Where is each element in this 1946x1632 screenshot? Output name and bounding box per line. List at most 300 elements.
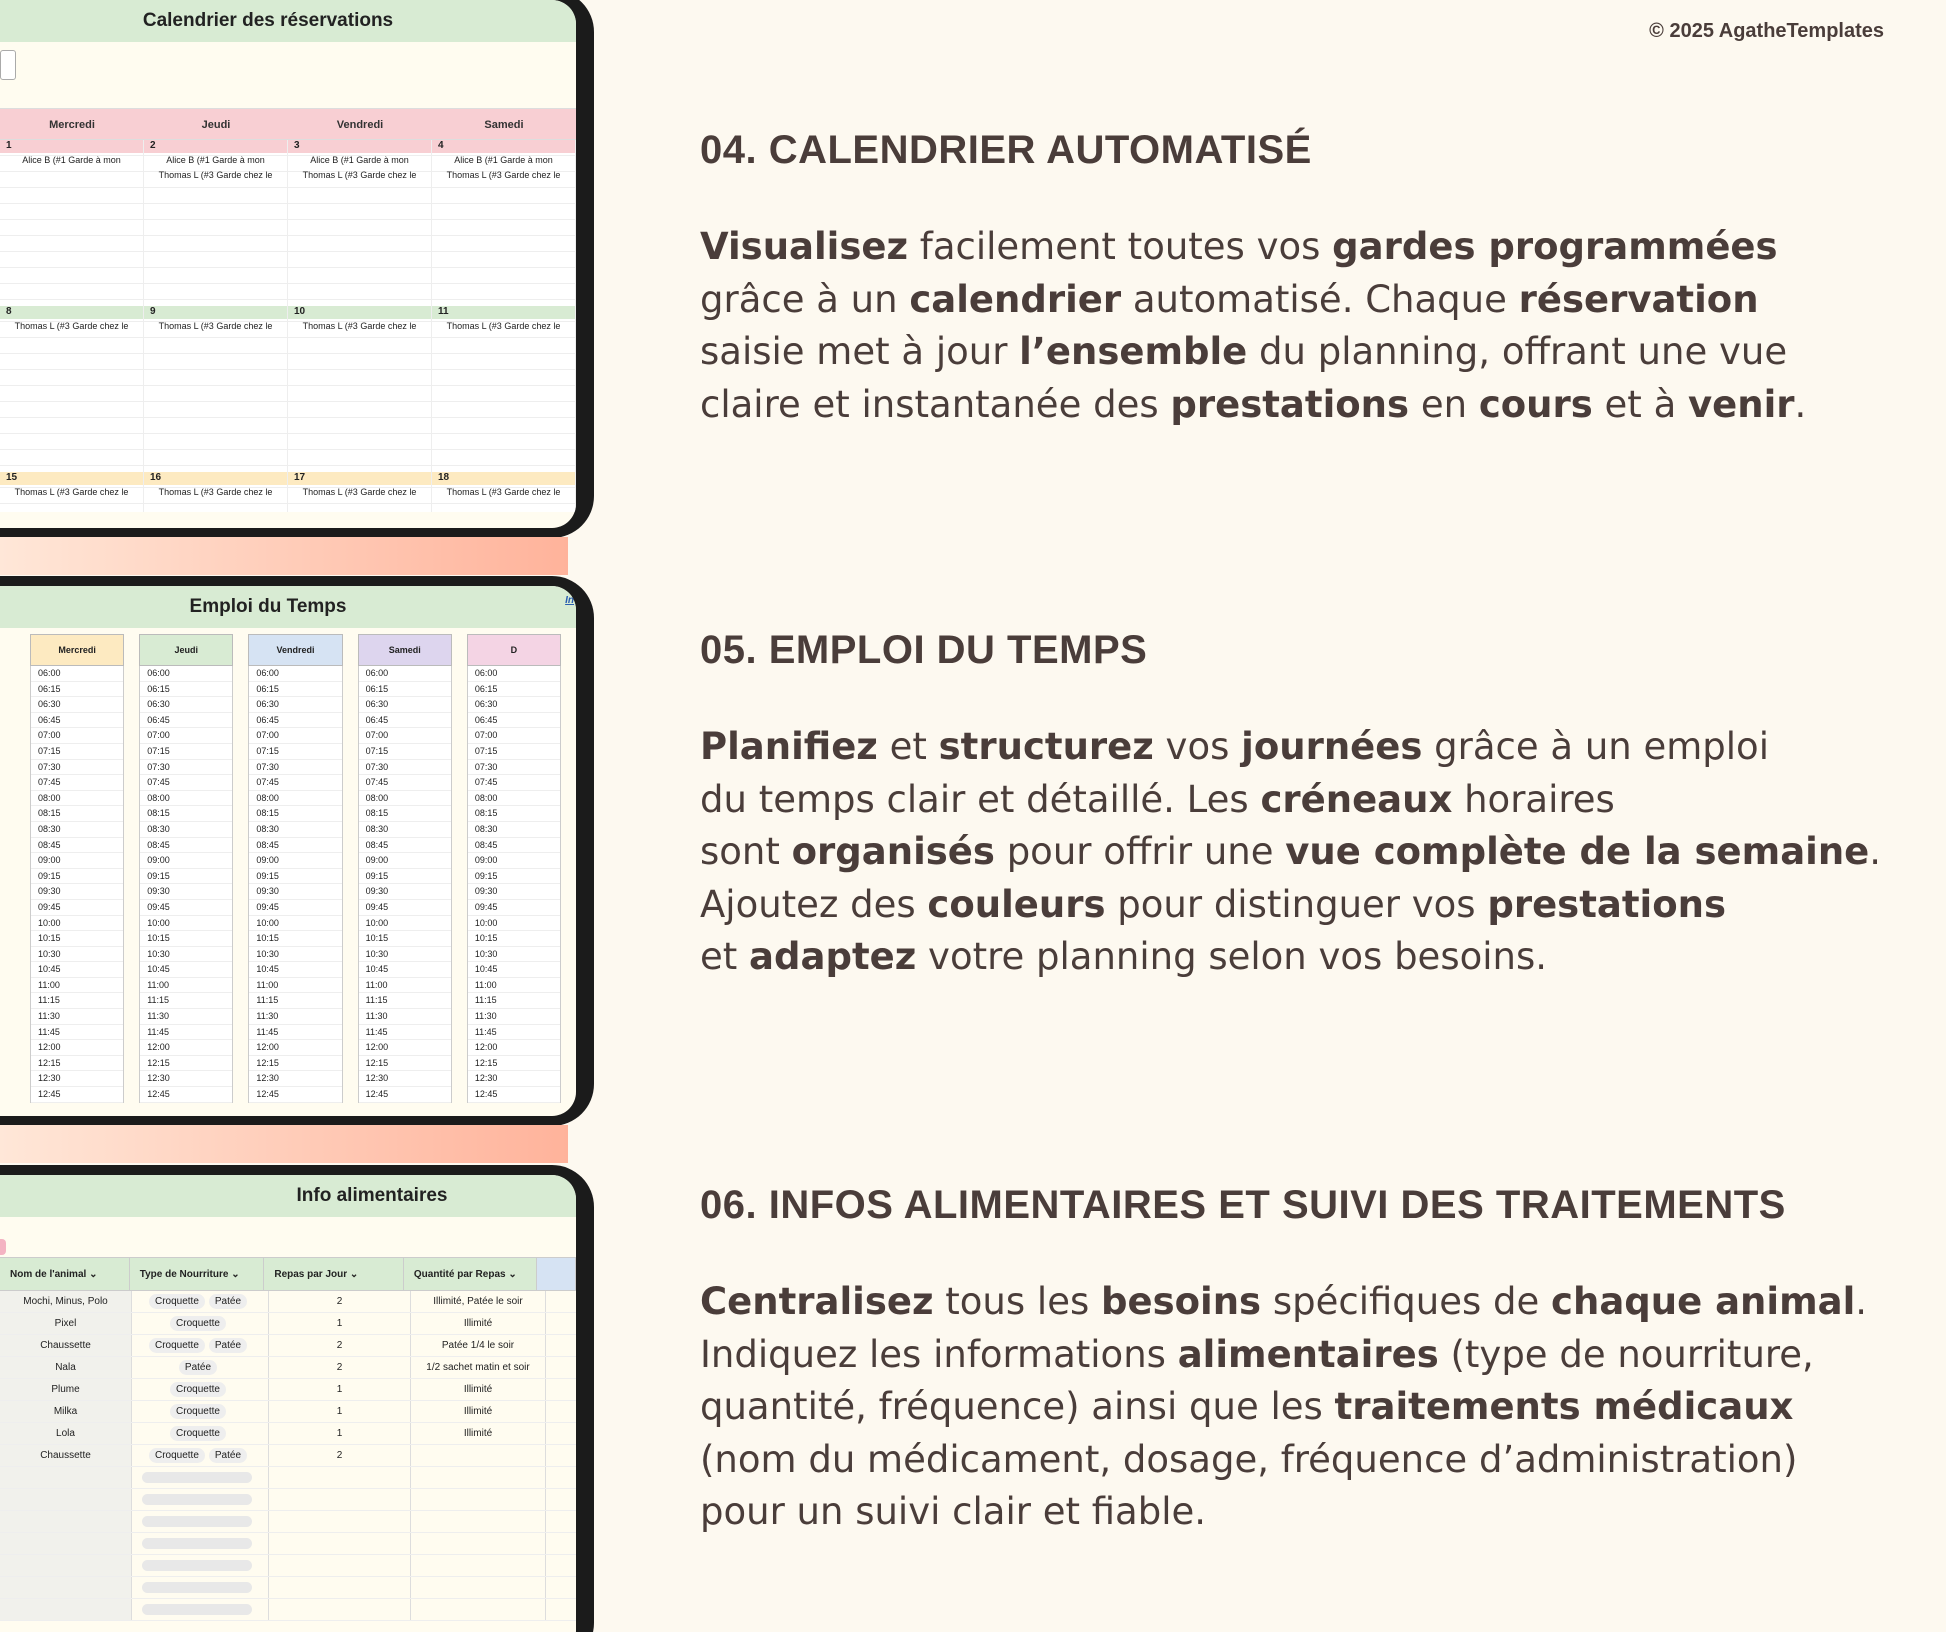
calendar-event[interactable]: Alice B (#1 Garde à mon xyxy=(310,155,409,165)
food-type-cell[interactable] xyxy=(132,1423,269,1444)
schedule-time-slot[interactable]: 09:00 xyxy=(249,853,341,869)
calendar-event[interactable]: Thomas L (#3 Garde chez le xyxy=(446,321,561,331)
text-segment: sont xyxy=(700,830,792,873)
schedule-title xyxy=(0,586,576,628)
schedule-time-slot[interactable]: 10:15 xyxy=(140,931,232,947)
text-segment: organisés xyxy=(791,830,995,873)
quantity-per-meal: Illimité, Patée le soir xyxy=(411,1291,546,1312)
calendar-event[interactable]: Thomas L (#3 Garde chez le xyxy=(158,170,273,180)
schedule-time-slot[interactable]: 09:00 xyxy=(359,853,451,869)
calendar-event[interactable]: Thomas L (#3 Garde chez le xyxy=(446,170,561,180)
food-type-dropdown[interactable] xyxy=(132,1489,269,1510)
separator-band-1 xyxy=(0,537,568,575)
schedule-time-slot[interactable]: 09:30 xyxy=(249,884,341,900)
schedule-time-slot[interactable]: 12:00 xyxy=(140,1040,232,1056)
calendar-day-number: 2 xyxy=(144,140,287,153)
schedule-time-slot[interactable]: 11:00 xyxy=(31,978,123,994)
schedule-grid xyxy=(0,634,576,1103)
schedule-time-slot[interactable]: 10:15 xyxy=(359,931,451,947)
schedule-time-slot[interactable]: 06:30 xyxy=(140,697,232,713)
schedule-time-slot[interactable]: 10:30 xyxy=(31,947,123,963)
dropdown-pill[interactable] xyxy=(142,1516,252,1527)
schedule-time-slot[interactable]: 06:15 xyxy=(359,682,451,698)
calendar-day-cell[interactable] xyxy=(432,472,576,512)
calendar-day-cell[interactable] xyxy=(144,140,288,306)
schedule-time-slot[interactable]: 11:45 xyxy=(249,1025,341,1041)
schedule-time-slot[interactable]: 12:45 xyxy=(359,1087,451,1103)
schedule-time-slot[interactable]: 12:15 xyxy=(249,1056,341,1072)
schedule-day-column xyxy=(139,666,233,1103)
schedule-time-slot[interactable]: 09:30 xyxy=(31,884,123,900)
schedule-time-slot[interactable]: 06:15 xyxy=(31,682,123,698)
calendar-event[interactable]: Thomas L (#3 Garde chez le xyxy=(14,321,129,331)
calendar-day-number: 9 xyxy=(144,306,287,319)
calendar-day-number: 8 xyxy=(0,306,143,319)
schedule-time-slot[interactable]: 12:15 xyxy=(359,1056,451,1072)
schedule-time-slot[interactable]: 09:15 xyxy=(249,869,341,885)
schedule-time-slot[interactable]: 11:45 xyxy=(140,1025,232,1041)
schedule-time-slot[interactable]: 08:30 xyxy=(359,822,451,838)
schedule-time-slot[interactable]: 11:15 xyxy=(359,993,451,1009)
schedule-time-slot[interactable]: 08:15 xyxy=(468,806,560,822)
quantity-per-meal xyxy=(411,1489,546,1510)
schedule-time-slot[interactable]: 06:45 xyxy=(140,713,232,729)
schedule-time-slot[interactable]: 11:30 xyxy=(249,1009,341,1025)
schedule-time-slot[interactable]: 11:30 xyxy=(468,1009,560,1025)
text-segment: facilement toutes vos xyxy=(908,225,1333,268)
calendar-event[interactable]: Alice B (#1 Garde à mon xyxy=(166,155,265,165)
schedule-time-slot[interactable]: 09:30 xyxy=(359,884,451,900)
quantity-per-meal xyxy=(411,1533,546,1554)
food-type-cell[interactable] xyxy=(132,1445,269,1466)
calendar-event[interactable]: Thomas L (#3 Garde chez le xyxy=(302,487,417,497)
schedule-time-slot[interactable]: 09:15 xyxy=(140,869,232,885)
text-line xyxy=(700,774,1900,827)
food-table-row[interactable] xyxy=(0,1357,576,1379)
schedule-time-slot[interactable]: 07:30 xyxy=(140,760,232,776)
schedule-time-slot[interactable]: 08:15 xyxy=(31,806,123,822)
quantity-per-meal: Illimité xyxy=(411,1313,546,1334)
schedule-time-slot[interactable]: 11:45 xyxy=(31,1025,123,1041)
schedule-time-slot[interactable]: 09:30 xyxy=(468,884,560,900)
schedule-time-slot[interactable]: 10:45 xyxy=(140,962,232,978)
schedule-time-slot[interactable]: 06:30 xyxy=(468,697,560,713)
food-table-row-empty[interactable] xyxy=(0,1599,576,1621)
schedule-time-slot[interactable]: 12:00 xyxy=(359,1040,451,1056)
schedule-time-slot[interactable]: 10:15 xyxy=(249,931,341,947)
food-column-header[interactable]: Repas par Jour ⌄ xyxy=(264,1258,404,1290)
text-segment: pour distinguer vos xyxy=(1105,882,1488,926)
schedule-time-slot[interactable]: 11:00 xyxy=(468,978,560,994)
schedule-time-slot[interactable]: 10:30 xyxy=(359,947,451,963)
food-table-row[interactable] xyxy=(0,1445,576,1467)
schedule-time-slot[interactable]: 08:45 xyxy=(249,838,341,854)
schedule-time-slot[interactable]: 12:45 xyxy=(468,1087,560,1103)
text-line xyxy=(700,1381,1900,1434)
food-column-header[interactable]: Nom de l'animal ⌄ xyxy=(0,1258,130,1290)
calendar-day-number: 17 xyxy=(288,472,431,485)
text-segment: venir xyxy=(1688,382,1795,426)
schedule-time-slot[interactable]: 09:30 xyxy=(140,884,232,900)
food-tab-marker[interactable] xyxy=(0,1239,6,1255)
schedule-time-slot[interactable]: 07:30 xyxy=(31,760,123,776)
meals-per-day xyxy=(269,1467,411,1488)
schedule-time-slot[interactable]: 09:00 xyxy=(31,853,123,869)
schedule-time-slot[interactable]: 12:45 xyxy=(249,1087,341,1103)
schedule-time-slot[interactable]: 08:15 xyxy=(249,806,341,822)
section-title: 05. EMPLOI DU TEMPS xyxy=(700,628,1148,672)
dropdown-pill[interactable] xyxy=(142,1560,252,1571)
text-segment: quantité, fréquence) ainsi que les xyxy=(700,1385,1335,1428)
schedule-time-slot[interactable]: 08:15 xyxy=(140,806,232,822)
calendar-day-label: Vendredi xyxy=(336,119,384,131)
calendar-day-number: 11 xyxy=(432,306,575,319)
schedule-screen xyxy=(0,586,576,1116)
food-type-cell[interactable] xyxy=(132,1335,269,1356)
food-type-cell[interactable] xyxy=(132,1379,269,1400)
text-segment: Indiquez les informations xyxy=(700,1332,1178,1376)
schedule-time-slot[interactable]: 06:15 xyxy=(468,682,560,698)
calendar-weeks xyxy=(0,140,576,512)
text-segment: (type de nourriture, xyxy=(1438,1332,1814,1376)
schedule-time-slot[interactable]: 07:30 xyxy=(468,760,560,776)
food-type-chip: Croquette xyxy=(170,1404,226,1419)
schedule-time-slot[interactable]: 10:30 xyxy=(140,947,232,963)
schedule-time-slot[interactable]: 11:15 xyxy=(31,993,123,1009)
schedule-time-slot[interactable]: 11:00 xyxy=(359,978,451,994)
text-segment: gardes programmées xyxy=(1332,225,1778,268)
schedule-time-slot[interactable]: 06:45 xyxy=(359,713,451,729)
schedule-time-slot[interactable]: 12:30 xyxy=(249,1071,341,1087)
text-segment: du temps clair et détaillé. Les xyxy=(700,777,1261,821)
animal-name: Lola xyxy=(0,1423,132,1444)
dropdown-pill[interactable] xyxy=(142,1472,252,1483)
food-table-row-empty[interactable] xyxy=(0,1577,576,1599)
food-type-dropdown[interactable] xyxy=(132,1577,269,1598)
text-line xyxy=(700,1276,1900,1329)
schedule-time-slot[interactable]: 09:45 xyxy=(359,900,451,916)
schedule-time-slot[interactable]: 08:45 xyxy=(140,838,232,854)
quantity-per-meal xyxy=(411,1467,546,1488)
food-type-cell[interactable] xyxy=(132,1357,269,1378)
schedule-time-slot[interactable]: 12:00 xyxy=(249,1040,341,1056)
schedule-time-slot[interactable]: 07:45 xyxy=(31,775,123,791)
text-segment: prestations xyxy=(1170,382,1410,426)
schedule-time-slot[interactable]: 10:00 xyxy=(249,916,341,932)
calendar-day-cell[interactable] xyxy=(288,472,432,512)
schedule-time-slot[interactable]: 08:15 xyxy=(359,806,451,822)
schedule-time-slot[interactable]: 11:45 xyxy=(359,1025,451,1041)
calendar-day-label: Mercredi xyxy=(49,119,95,131)
schedule-time-slot[interactable]: 06:00 xyxy=(468,666,560,682)
food-table-row[interactable] xyxy=(0,1379,576,1401)
schedule-time-slot[interactable]: 08:45 xyxy=(468,838,560,854)
calendar-day-cell[interactable] xyxy=(0,306,144,472)
food-type-cell[interactable] xyxy=(132,1401,269,1422)
schedule-time-slot[interactable]: 11:00 xyxy=(249,978,341,994)
schedule-time-slot[interactable]: 08:00 xyxy=(468,791,560,807)
calendar-event[interactable]: Thomas L (#3 Garde chez le xyxy=(158,321,273,331)
food-type-chip: Patée xyxy=(209,1338,247,1353)
schedule-time-slot[interactable]: 06:45 xyxy=(249,713,341,729)
schedule-time-slot[interactable]: 07:15 xyxy=(31,744,123,760)
schedule-time-slot[interactable]: 07:45 xyxy=(249,775,341,791)
schedule-time-slot[interactable]: 10:00 xyxy=(468,916,560,932)
schedule-time-slot[interactable]: 09:45 xyxy=(31,900,123,916)
food-type-dropdown[interactable] xyxy=(132,1467,269,1488)
food-type-chip: Croquette xyxy=(170,1316,226,1331)
schedule-time-slot[interactable]: 11:15 xyxy=(468,993,560,1009)
schedule-time-slot[interactable]: 08:30 xyxy=(249,822,341,838)
animal-name xyxy=(0,1533,132,1554)
food-table-row-empty[interactable] xyxy=(0,1467,576,1489)
schedule-time-slot[interactable]: 09:45 xyxy=(249,900,341,916)
schedule-time-slot[interactable]: 06:30 xyxy=(31,697,123,713)
calendar-event[interactable]: Alice B (#1 Garde à mon xyxy=(22,155,121,165)
schedule-time-slot[interactable]: 06:15 xyxy=(249,682,341,698)
schedule-time-slot[interactable]: 12:30 xyxy=(359,1071,451,1087)
text-line xyxy=(700,879,1900,932)
text-line xyxy=(700,1434,1900,1487)
food-table-row[interactable] xyxy=(0,1423,576,1445)
dropdown-pill[interactable] xyxy=(142,1582,252,1593)
dropdown-pill[interactable] xyxy=(142,1604,252,1615)
schedule-time-slot[interactable]: 12:15 xyxy=(468,1056,560,1072)
schedule-time-slot[interactable]: 07:45 xyxy=(468,775,560,791)
food-table-row[interactable] xyxy=(0,1313,576,1335)
calendar-event[interactable]: Thomas L (#3 Garde chez le xyxy=(302,170,417,180)
dropdown-pill[interactable] xyxy=(142,1494,252,1505)
schedule-time-slot[interactable]: 07:00 xyxy=(31,728,123,744)
text-segment: calendrier xyxy=(909,277,1122,321)
schedule-time-slot[interactable]: 10:45 xyxy=(249,962,341,978)
schedule-day-label: Samedi xyxy=(358,634,452,666)
text-line xyxy=(700,931,1900,984)
calendar-day-label: Jeudi xyxy=(201,119,231,131)
schedule-time-slot[interactable]: 12:30 xyxy=(31,1071,123,1087)
text-segment: automatisé. Chaque xyxy=(1121,277,1519,321)
schedule-time-slot[interactable]: 12:15 xyxy=(140,1056,232,1072)
text-segment: . xyxy=(1869,830,1882,873)
calendar-event[interactable]: Thomas L (#3 Garde chez le xyxy=(14,487,129,497)
schedule-time-slot[interactable]: 07:15 xyxy=(140,744,232,760)
schedule-time-slot[interactable]: 11:15 xyxy=(249,993,341,1009)
food-table-row-empty[interactable] xyxy=(0,1511,576,1533)
animal-name: Plume xyxy=(0,1379,132,1400)
schedule-time-slot[interactable]: 08:00 xyxy=(359,791,451,807)
calendar-day-cell[interactable] xyxy=(144,472,288,512)
schedule-time-slot[interactable]: 07:15 xyxy=(249,744,341,760)
section-body xyxy=(700,221,1900,431)
schedule-time-slot[interactable]: 10:45 xyxy=(359,962,451,978)
calendar-day-cell[interactable] xyxy=(0,472,144,512)
schedule-time-slot[interactable]: 11:15 xyxy=(140,993,232,1009)
schedule-time-slot[interactable]: 11:30 xyxy=(140,1009,232,1025)
schedule-day-label: Jeudi xyxy=(139,634,233,666)
schedule-time-slot[interactable]: 06:30 xyxy=(359,697,451,713)
schedule-time-slot[interactable]: 08:00 xyxy=(31,791,123,807)
schedule-time-slot[interactable]: 12:45 xyxy=(31,1087,123,1103)
schedule-time-slot[interactable]: 08:30 xyxy=(140,822,232,838)
section-food xyxy=(700,1183,1900,1539)
schedule-time-slot[interactable]: 06:00 xyxy=(359,666,451,682)
food-type-dropdown[interactable] xyxy=(132,1555,269,1576)
schedule-time-slot[interactable]: 08:00 xyxy=(249,791,341,807)
text-segment: couleurs xyxy=(927,882,1106,926)
animal-name xyxy=(0,1511,132,1532)
calendar-event[interactable]: Thomas L (#3 Garde chez le xyxy=(446,487,561,497)
text-segment: chaque animal xyxy=(1551,1280,1856,1323)
animal-name xyxy=(0,1555,132,1576)
calendar-event[interactable]: Alice B (#1 Garde à mon xyxy=(454,155,553,165)
schedule-link[interactable]: In xyxy=(565,595,574,606)
food-table-row[interactable] xyxy=(0,1401,576,1423)
schedule-time-slot[interactable]: 08:45 xyxy=(359,838,451,854)
schedule-time-slot[interactable]: 11:00 xyxy=(140,978,232,994)
schedule-time-slot[interactable]: 07:45 xyxy=(140,775,232,791)
schedule-time-slot[interactable]: 10:15 xyxy=(31,931,123,947)
schedule-time-slot[interactable]: 10:45 xyxy=(31,962,123,978)
food-column-header[interactable]: Quantité par Repas ⌄ xyxy=(404,1258,537,1290)
food-title: Info alimentaires xyxy=(0,1175,576,1217)
schedule-time-slot[interactable]: 11:30 xyxy=(31,1009,123,1025)
calendar-day-cell[interactable] xyxy=(288,140,432,306)
calendar-grid xyxy=(0,108,576,512)
section-body xyxy=(700,721,1900,984)
text-segment: alimentaires xyxy=(1177,1332,1439,1376)
text-line xyxy=(700,326,1900,379)
schedule-time-slot[interactable]: 07:00 xyxy=(359,728,451,744)
text-segment: Visualisez xyxy=(700,225,909,268)
text-segment: Planifiez xyxy=(700,725,878,768)
schedule-time-slot[interactable]: 08:30 xyxy=(468,822,560,838)
food-column-header[interactable]: Type de Nourriture ⌄ xyxy=(130,1258,265,1290)
schedule-time-slot[interactable]: 06:45 xyxy=(468,713,560,729)
schedule-time-slot[interactable]: 06:45 xyxy=(31,713,123,729)
food-type-cell[interactable] xyxy=(132,1313,269,1334)
food-table-row-empty[interactable] xyxy=(0,1489,576,1511)
calendar-week xyxy=(0,472,576,512)
schedule-time-slot[interactable]: 09:15 xyxy=(31,869,123,885)
schedule-time-slot[interactable]: 10:30 xyxy=(468,947,560,963)
schedule-time-slot[interactable]: 11:45 xyxy=(468,1025,560,1041)
schedule-time-slot[interactable]: 08:45 xyxy=(31,838,123,854)
schedule-time-slot[interactable]: 07:00 xyxy=(140,728,232,744)
food-type-cell[interactable] xyxy=(132,1291,269,1312)
text-segment: pour un suivi clair et fiable. xyxy=(700,1490,1207,1533)
schedule-time-slot[interactable]: 06:00 xyxy=(31,666,123,682)
schedule-time-slot[interactable]: 10:00 xyxy=(140,916,232,932)
schedule-time-slot[interactable]: 07:15 xyxy=(359,744,451,760)
schedule-title-text: Emploi du Temps xyxy=(189,596,347,617)
text-line xyxy=(700,721,1900,774)
schedule-time-slot[interactable]: 09:45 xyxy=(140,900,232,916)
schedule-day-column-header xyxy=(467,634,561,666)
schedule-time-slot[interactable]: 10:15 xyxy=(468,931,560,947)
schedule-time-slot[interactable]: 09:00 xyxy=(468,853,560,869)
quantity-per-meal: Illimité xyxy=(411,1423,546,1444)
text-line xyxy=(700,1486,1900,1539)
text-segment: et à xyxy=(1592,382,1689,426)
text-line xyxy=(700,221,1900,274)
food-table-row-empty[interactable] xyxy=(0,1533,576,1555)
food-type-dropdown[interactable] xyxy=(132,1511,269,1532)
schedule-time-slot[interactable]: 06:15 xyxy=(140,682,232,698)
food-table-row[interactable] xyxy=(0,1291,576,1313)
schedule-time-slot[interactable]: 09:00 xyxy=(140,853,232,869)
schedule-time-slot[interactable]: 08:00 xyxy=(140,791,232,807)
text-segment: tous les xyxy=(933,1280,1101,1323)
text-segment: claire et instantanée des xyxy=(700,382,1171,426)
schedule-time-slot[interactable]: 10:00 xyxy=(359,916,451,932)
schedule-time-slot[interactable]: 07:30 xyxy=(249,760,341,776)
schedule-day-column-header xyxy=(248,634,342,666)
schedule-day-column xyxy=(30,666,124,1103)
schedule-time-slot[interactable]: 12:30 xyxy=(468,1071,560,1087)
calendar-day-cell[interactable] xyxy=(288,306,432,472)
calendar-screen xyxy=(0,0,576,528)
calendar-filter-dropdown[interactable] xyxy=(0,50,16,80)
schedule-time-slot[interactable]: 07:00 xyxy=(249,728,341,744)
text-line xyxy=(700,379,1900,432)
schedule-time-slot[interactable]: 09:15 xyxy=(359,869,451,885)
schedule-time-slot[interactable]: 12:30 xyxy=(140,1071,232,1087)
food-table-row[interactable] xyxy=(0,1335,576,1357)
schedule-time-slot[interactable]: 06:30 xyxy=(249,697,341,713)
dropdown-pill[interactable] xyxy=(142,1538,252,1549)
schedule-time-slot[interactable]: 10:00 xyxy=(31,916,123,932)
section-calendar xyxy=(700,128,1900,431)
schedule-time-slot[interactable]: 07:15 xyxy=(468,744,560,760)
calendar-day-cell[interactable] xyxy=(0,140,144,306)
calendar-day-cell[interactable] xyxy=(432,140,576,306)
food-type-dropdown[interactable] xyxy=(132,1533,269,1554)
schedule-time-slot[interactable]: 09:15 xyxy=(468,869,560,885)
schedule-time-slot[interactable]: 12:00 xyxy=(468,1040,560,1056)
schedule-day-label: Vendredi xyxy=(248,634,342,666)
schedule-time-slot[interactable]: 10:45 xyxy=(468,962,560,978)
schedule-time-slot[interactable]: 06:00 xyxy=(249,666,341,682)
meals-per-day: 1 xyxy=(269,1423,411,1444)
schedule-time-slot[interactable]: 12:00 xyxy=(31,1040,123,1056)
food-type-dropdown[interactable] xyxy=(132,1599,269,1620)
schedule-time-slot[interactable]: 07:30 xyxy=(359,760,451,776)
schedule-time-slot[interactable]: 08:30 xyxy=(31,822,123,838)
text-segment: votre planning selon vos besoins. xyxy=(916,935,1547,978)
calendar-event[interactable]: Thomas L (#3 Garde chez le xyxy=(158,487,273,497)
food-type-chip: Croquette xyxy=(149,1448,205,1463)
meals-per-day xyxy=(269,1489,411,1510)
schedule-time-slot[interactable]: 06:00 xyxy=(140,666,232,682)
calendar-day-number: 10 xyxy=(288,306,431,319)
schedule-time-slot[interactable]: 12:45 xyxy=(140,1087,232,1103)
animal-name xyxy=(0,1489,132,1510)
calendar-day-cell[interactable] xyxy=(432,306,576,472)
schedule-time-slot[interactable]: 12:15 xyxy=(31,1056,123,1072)
food-column-header-extra xyxy=(537,1258,576,1290)
text-line xyxy=(700,826,1900,879)
schedule-time-slot[interactable]: 07:00 xyxy=(468,728,560,744)
food-type-chip: Patée xyxy=(179,1360,217,1375)
food-table-row-empty[interactable] xyxy=(0,1555,576,1577)
schedule-time-slot[interactable]: 11:30 xyxy=(359,1009,451,1025)
schedule-time-slot[interactable]: 09:45 xyxy=(468,900,560,916)
schedule-time-slot[interactable]: 07:45 xyxy=(359,775,451,791)
calendar-event[interactable]: Thomas L (#3 Garde chez le xyxy=(302,321,417,331)
food-tablet xyxy=(0,1165,594,1632)
schedule-time-slot[interactable]: 10:30 xyxy=(249,947,341,963)
calendar-day-cell[interactable] xyxy=(144,306,288,472)
